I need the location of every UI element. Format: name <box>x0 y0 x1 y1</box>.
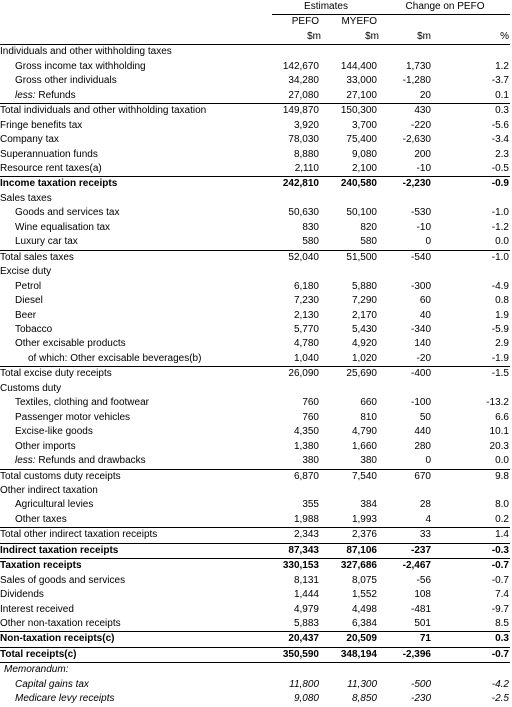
row-change-value: -1,280 <box>402 75 431 87</box>
less-qualifier: less: <box>15 455 36 467</box>
row-myefo-value <box>322 192 380 206</box>
table-row <box>0 206 510 220</box>
row-percent-value: 6.6 <box>495 411 509 423</box>
row-percent-value: 1.4 <box>441 528 510 543</box>
row-myefo-value: 240,580 <box>322 177 380 192</box>
row-myefo-value: 5,430 <box>351 323 377 335</box>
row-myefo-value <box>322 382 380 396</box>
row-label: Other taxes <box>15 513 67 525</box>
row-label: Income taxation receipts <box>0 177 272 192</box>
row-myefo-value: 4,920 <box>351 338 377 350</box>
row-pefo-value: 330,153 <box>272 559 322 574</box>
row-pefo-value: 4,979 <box>293 603 319 615</box>
row-pefo-value: 8,131 <box>293 574 319 586</box>
row-pefo-value: 52,040 <box>272 250 322 265</box>
row-change-value <box>380 192 441 206</box>
table-row <box>0 440 510 454</box>
row-myefo-value: 9,080 <box>351 148 377 160</box>
row-label: Individuals and other withholding taxes <box>0 46 172 58</box>
row-pefo-value: 2,130 <box>293 309 319 321</box>
row-label: Beer <box>15 309 37 321</box>
row-pefo-value: 5,883 <box>293 618 319 630</box>
row-myefo-value: 25,690 <box>322 367 380 382</box>
row-myefo-value: 33,000 <box>346 75 377 87</box>
row-myefo-value: 348,194 <box>322 647 380 662</box>
row-percent-value: 0.1 <box>495 89 509 101</box>
row-change-value: -220 <box>410 119 431 131</box>
row-pefo-value: 5,770 <box>293 323 319 335</box>
header-unit-row <box>0 30 510 45</box>
row-percent-value: -0.3 <box>441 543 510 558</box>
row-change-value: -100 <box>410 397 431 409</box>
row-change-value: 40 <box>419 309 431 321</box>
row-percent-value: -3.7 <box>491 75 509 87</box>
row-change-value: 33 <box>380 528 441 543</box>
row-myefo-value: 50,100 <box>346 207 377 219</box>
table-row <box>0 367 510 382</box>
header-unit-pefo: $m <box>272 30 322 45</box>
row-percent-value: 1.9 <box>495 309 509 321</box>
row-change-value: 440 <box>414 426 431 438</box>
table-row <box>0 309 510 323</box>
row-label: Resource rent taxes(a) <box>0 162 102 174</box>
header-blank <box>0 0 272 15</box>
row-pefo-value: 26,090 <box>272 367 322 382</box>
table-row <box>0 177 510 192</box>
row-change-value: 71 <box>380 632 441 647</box>
row-change-value: 200 <box>414 148 431 160</box>
row-percent-value: -0.7 <box>441 559 510 574</box>
row-percent-value <box>441 45 510 60</box>
table-row <box>0 133 510 147</box>
row-label: Total other indirect taxation receipts <box>0 528 272 543</box>
row-pefo-value: 87,343 <box>272 543 322 558</box>
row-percent-value: -0.5 <box>491 162 509 174</box>
table-row <box>0 574 510 588</box>
row-label: Sales of goods and services <box>0 574 126 586</box>
row-percent-value: -0.9 <box>441 177 510 192</box>
row-pefo-value: 8,880 <box>293 148 319 160</box>
row-myefo-value: 6,384 <box>351 618 377 630</box>
row-myefo-value: 327,686 <box>322 559 380 574</box>
row-percent-value: -5.6 <box>491 119 509 131</box>
row-percent-value: -1.5 <box>441 367 510 382</box>
row-change-value: -540 <box>380 250 441 265</box>
row-change-value: 60 <box>419 295 431 307</box>
row-label: Luxury car tax <box>15 236 78 248</box>
row-percent-value: 0.8 <box>495 295 509 307</box>
row-percent-value: 10.1 <box>489 426 509 438</box>
row-label: Interest received <box>0 603 74 615</box>
row-percent-value <box>441 663 510 678</box>
row-label: Petrol <box>15 280 42 292</box>
table-row <box>0 74 510 88</box>
row-label: Taxation receipts <box>0 559 272 574</box>
row-change-value: -340 <box>410 323 431 335</box>
row-label: Gross other individuals <box>15 75 117 87</box>
table-row <box>0 528 510 543</box>
table-row <box>0 382 510 396</box>
row-pefo-value: 4,350 <box>293 426 319 438</box>
header-group-row <box>0 0 510 15</box>
row-percent-value <box>441 484 510 498</box>
table-row <box>0 647 510 662</box>
row-label: Memorandum: <box>4 664 69 676</box>
table-row <box>0 235 510 250</box>
row-pefo-value: 1,988 <box>293 513 319 525</box>
row-myefo-value: 1,660 <box>351 440 377 452</box>
row-pefo-value: 20,437 <box>272 632 322 647</box>
row-myefo-value: 1,993 <box>351 513 377 525</box>
table-row <box>0 678 510 692</box>
table-row <box>0 89 510 104</box>
table-row <box>0 484 510 498</box>
row-change-value: 0 <box>425 455 431 467</box>
row-myefo-value: 580 <box>360 236 377 248</box>
row-pefo-value: 760 <box>302 397 319 409</box>
row-pefo-value: 78,030 <box>288 134 319 146</box>
row-change-value: -230 <box>410 693 431 705</box>
header-blank <box>0 15 272 30</box>
row-change-value <box>380 382 441 396</box>
row-percent-value: -0.7 <box>441 647 510 662</box>
row-change-value: 1,730 <box>405 60 431 72</box>
row-myefo-value: 8,075 <box>351 574 377 586</box>
row-label: Total sales taxes <box>0 250 272 265</box>
row-percent-value: -2.5 <box>491 693 509 705</box>
row-change-value: -10 <box>416 162 431 174</box>
row-label: Excise duty <box>0 266 52 278</box>
row-label: Sales taxes <box>0 192 52 204</box>
row-label: Superannuation funds <box>0 148 98 160</box>
row-pefo-value: 27,080 <box>288 89 319 101</box>
row-change-value <box>380 484 441 498</box>
row-pefo-value <box>272 484 322 498</box>
row-pefo-value: 1,444 <box>293 589 319 601</box>
row-label: Fringe benefits tax <box>0 119 83 131</box>
row-myefo-value: 75,400 <box>346 134 377 146</box>
row-change-value: 670 <box>380 469 441 484</box>
row-pefo-value: 2,110 <box>294 162 319 174</box>
header-blank <box>380 15 441 30</box>
row-pefo-value: 1,380 <box>293 440 319 452</box>
row-percent-value: 8.5 <box>495 618 509 630</box>
table-row <box>0 60 510 74</box>
row-myefo-value: 4,498 <box>351 603 377 615</box>
table-row <box>0 498 510 512</box>
table-row <box>0 588 510 602</box>
row-myefo-value: 11,300 <box>347 678 377 690</box>
row-pefo-value: 380 <box>302 455 319 467</box>
row-pefo-value: 4,780 <box>293 338 319 350</box>
row-pefo-value <box>272 45 322 60</box>
row-label: Wine equalisation tax <box>15 221 111 233</box>
row-myefo-value: 7,290 <box>351 295 377 307</box>
row-percent-value: 20.3 <box>489 440 509 452</box>
row-change-value: 140 <box>414 338 431 350</box>
row-change-value <box>380 45 441 60</box>
row-label: less: Refunds and drawbacks <box>15 455 146 467</box>
row-myefo-value: 660 <box>360 397 377 409</box>
row-pefo-value: 830 <box>302 221 319 233</box>
row-percent-value: -5.9 <box>491 323 509 335</box>
row-myefo-value: 4,790 <box>351 426 377 438</box>
row-pefo-value: 2,343 <box>272 528 322 543</box>
row-label: Total customs duty receipts <box>0 469 272 484</box>
row-label: Other non-taxation receipts <box>0 618 121 630</box>
row-percent-value: -13.2 <box>486 397 509 409</box>
row-myefo-value: 1,020 <box>351 352 377 364</box>
row-percent-value: 7.4 <box>495 589 509 601</box>
row-myefo-value: 380 <box>360 455 377 467</box>
table-row <box>0 352 510 367</box>
row-myefo-value <box>322 663 380 678</box>
row-change-value: -2,230 <box>380 177 441 192</box>
row-percent-value: -4.9 <box>491 280 509 292</box>
table-row <box>0 513 510 528</box>
row-myefo-value: 51,500 <box>322 250 380 265</box>
table-row <box>0 603 510 617</box>
row-myefo-value: 144,400 <box>340 60 377 72</box>
row-change-value: -481 <box>410 603 431 615</box>
row-pefo-value: 9,080 <box>293 693 319 705</box>
row-pefo-value: 142,670 <box>282 60 319 72</box>
row-myefo-value: 8,850 <box>351 693 377 705</box>
row-change-value: 501 <box>414 618 431 630</box>
row-label: Total individuals and other withholding taxation <box>0 104 272 119</box>
table-row <box>0 148 510 162</box>
row-label: Other indirect taxation <box>0 484 98 496</box>
row-change-value: 28 <box>419 499 431 511</box>
row-change-value: -500 <box>410 678 431 690</box>
table-row <box>0 294 510 308</box>
row-change-value: 20 <box>419 89 431 101</box>
table-row <box>0 663 510 678</box>
header-unit-change: $m <box>380 30 441 45</box>
row-label: Textiles, clothing and footwear <box>15 397 149 409</box>
row-pefo-value <box>272 663 322 678</box>
table-row <box>0 559 510 574</box>
row-label: Capital gains tax <box>15 678 89 690</box>
row-label: Company tax <box>0 134 59 146</box>
header-col-myefo: MYEFO <box>341 16 377 28</box>
row-label: Non-taxation receipts(c) <box>0 632 272 647</box>
row-change-value: -2,467 <box>380 559 441 574</box>
row-label: Other imports <box>15 440 76 452</box>
row-label: Other excisable products <box>15 338 126 350</box>
row-change-value: -530 <box>410 207 431 219</box>
row-percent-value <box>441 265 510 279</box>
row-change-value: -56 <box>416 574 431 586</box>
header-col-pefo: PEFO <box>291 16 319 28</box>
row-change-value: 0 <box>425 236 431 248</box>
row-pefo-value: 355 <box>302 499 319 511</box>
row-percent-value: 0.3 <box>441 632 510 647</box>
table-row <box>0 454 510 469</box>
table-row <box>0 632 510 647</box>
table-row <box>0 411 510 425</box>
table-row <box>0 323 510 337</box>
table-row <box>0 104 510 119</box>
row-label: Gross income tax withholding <box>15 60 146 72</box>
less-qualifier: less: <box>15 89 36 101</box>
row-label: Passenger motor vehicles <box>15 411 131 423</box>
row-change-value: -2,630 <box>402 134 431 146</box>
table-row <box>0 45 510 60</box>
row-myefo-value: 5,880 <box>351 280 377 292</box>
header-group-change: Change on PEFO <box>380 0 510 15</box>
table-row <box>0 396 510 410</box>
row-myefo-value <box>322 484 380 498</box>
row-percent-value: 1.2 <box>495 60 509 72</box>
row-percent-value: -1.9 <box>491 352 509 364</box>
row-percent-value: -3.4 <box>491 134 509 146</box>
row-myefo-value: 2,170 <box>351 309 377 321</box>
row-change-value: -300 <box>410 280 431 292</box>
row-label: Indirect taxation receipts <box>0 543 272 558</box>
row-myefo-value: 384 <box>360 499 377 511</box>
row-myefo-value: 150,300 <box>322 104 380 119</box>
header-blank <box>441 15 510 30</box>
row-percent-value: -1.2 <box>491 221 509 233</box>
table-row <box>0 265 510 279</box>
row-myefo-value: 820 <box>360 221 377 233</box>
row-percent-value: -1.0 <box>441 250 510 265</box>
row-pefo-value: 6,870 <box>272 469 322 484</box>
table-row <box>0 221 510 235</box>
row-pefo-value: 760 <box>302 411 319 423</box>
row-myefo-value: 3,700 <box>351 119 377 131</box>
row-percent-value: 2.9 <box>495 338 509 350</box>
header-group-estimates: Estimates <box>272 0 380 15</box>
table-row <box>0 192 510 206</box>
row-percent-value: 0.0 <box>495 455 509 467</box>
row-pefo-value: 580 <box>302 236 319 248</box>
row-pefo-value: 50,630 <box>288 207 319 219</box>
row-myefo-value: 2,100 <box>351 162 377 174</box>
row-label: Total receipts(c) <box>0 647 272 662</box>
row-label: Agricultural levies <box>15 499 94 511</box>
row-label: Diesel <box>15 295 43 307</box>
row-percent-value: 0.2 <box>495 513 509 525</box>
row-change-value <box>380 265 441 279</box>
row-myefo-value: 7,540 <box>322 469 380 484</box>
row-pefo-value: 1,040 <box>293 352 319 364</box>
row-pefo-value: 6,180 <box>293 280 319 292</box>
row-change-value: 50 <box>419 411 431 423</box>
row-change-value: -400 <box>380 367 441 382</box>
row-pefo-value: 149,870 <box>272 104 322 119</box>
row-pefo-value: 11,800 <box>289 678 319 690</box>
table-row <box>0 469 510 484</box>
row-pefo-value: 350,590 <box>272 647 322 662</box>
row-myefo-value <box>322 45 380 60</box>
row-percent-value: 9.8 <box>441 469 510 484</box>
row-myefo-value <box>322 265 380 279</box>
table-row <box>0 425 510 439</box>
row-myefo-value: 1,552 <box>351 589 377 601</box>
row-percent-value: 8.0 <box>495 499 509 511</box>
row-percent-value: 0.0 <box>495 236 509 248</box>
row-change-value <box>380 663 441 678</box>
table-row <box>0 543 510 558</box>
row-change-value: 430 <box>380 104 441 119</box>
row-change-value: -2,396 <box>380 647 441 662</box>
row-change-value: -20 <box>416 352 431 364</box>
row-percent-value: -1.0 <box>491 207 509 219</box>
row-label: Goods and services tax <box>15 207 120 219</box>
row-myefo-value: 2,376 <box>322 528 380 543</box>
header-blank <box>0 30 272 45</box>
table-row <box>0 250 510 265</box>
row-pefo-value: 34,280 <box>288 75 319 87</box>
table-body <box>0 45 510 707</box>
row-percent-value: -9.7 <box>491 603 509 615</box>
row-percent-value <box>441 382 510 396</box>
row-myefo-value: 20,509 <box>322 632 380 647</box>
row-percent-value <box>441 192 510 206</box>
row-label: Customs duty <box>0 382 62 394</box>
row-pefo-value <box>272 192 322 206</box>
row-myefo-value: 810 <box>360 411 377 423</box>
row-change-value: 108 <box>414 589 431 601</box>
header-column-row <box>0 15 510 30</box>
row-myefo-value: 27,100 <box>346 89 377 101</box>
row-label: of which: Other excisable beverages(b) <box>28 352 202 364</box>
row-pefo-value <box>272 265 322 279</box>
row-pefo-value <box>272 382 322 396</box>
row-percent-value: -0.7 <box>491 574 509 586</box>
table-row <box>0 119 510 133</box>
row-pefo-value: 3,920 <box>293 119 319 131</box>
header-unit-myefo: $m <box>322 30 380 45</box>
row-pefo-value: 7,230 <box>293 295 319 307</box>
row-percent-value: 2.3 <box>495 148 509 160</box>
row-label: Medicare levy receipts <box>15 693 115 705</box>
table-row <box>0 337 510 351</box>
row-myefo-value: 87,106 <box>322 543 380 558</box>
row-percent-value: -4.2 <box>491 678 509 690</box>
row-label: less: Refunds <box>15 89 76 101</box>
row-change-value: -237 <box>380 543 441 558</box>
row-change-value: 280 <box>414 440 431 452</box>
row-label: Tobacco <box>15 323 53 335</box>
header-unit-percent: % <box>441 30 510 45</box>
row-change-value: 4 <box>425 513 431 525</box>
row-label: Dividends <box>0 589 44 601</box>
row-change-value: -10 <box>416 221 431 233</box>
table-row <box>0 617 510 632</box>
row-label: Total excise duty receipts <box>0 367 272 382</box>
table-row <box>0 162 510 177</box>
row-pefo-value: 242,810 <box>272 177 322 192</box>
row-percent-value: 0.3 <box>441 104 510 119</box>
table-row <box>0 280 510 294</box>
row-label: Excise-like goods <box>15 426 93 438</box>
